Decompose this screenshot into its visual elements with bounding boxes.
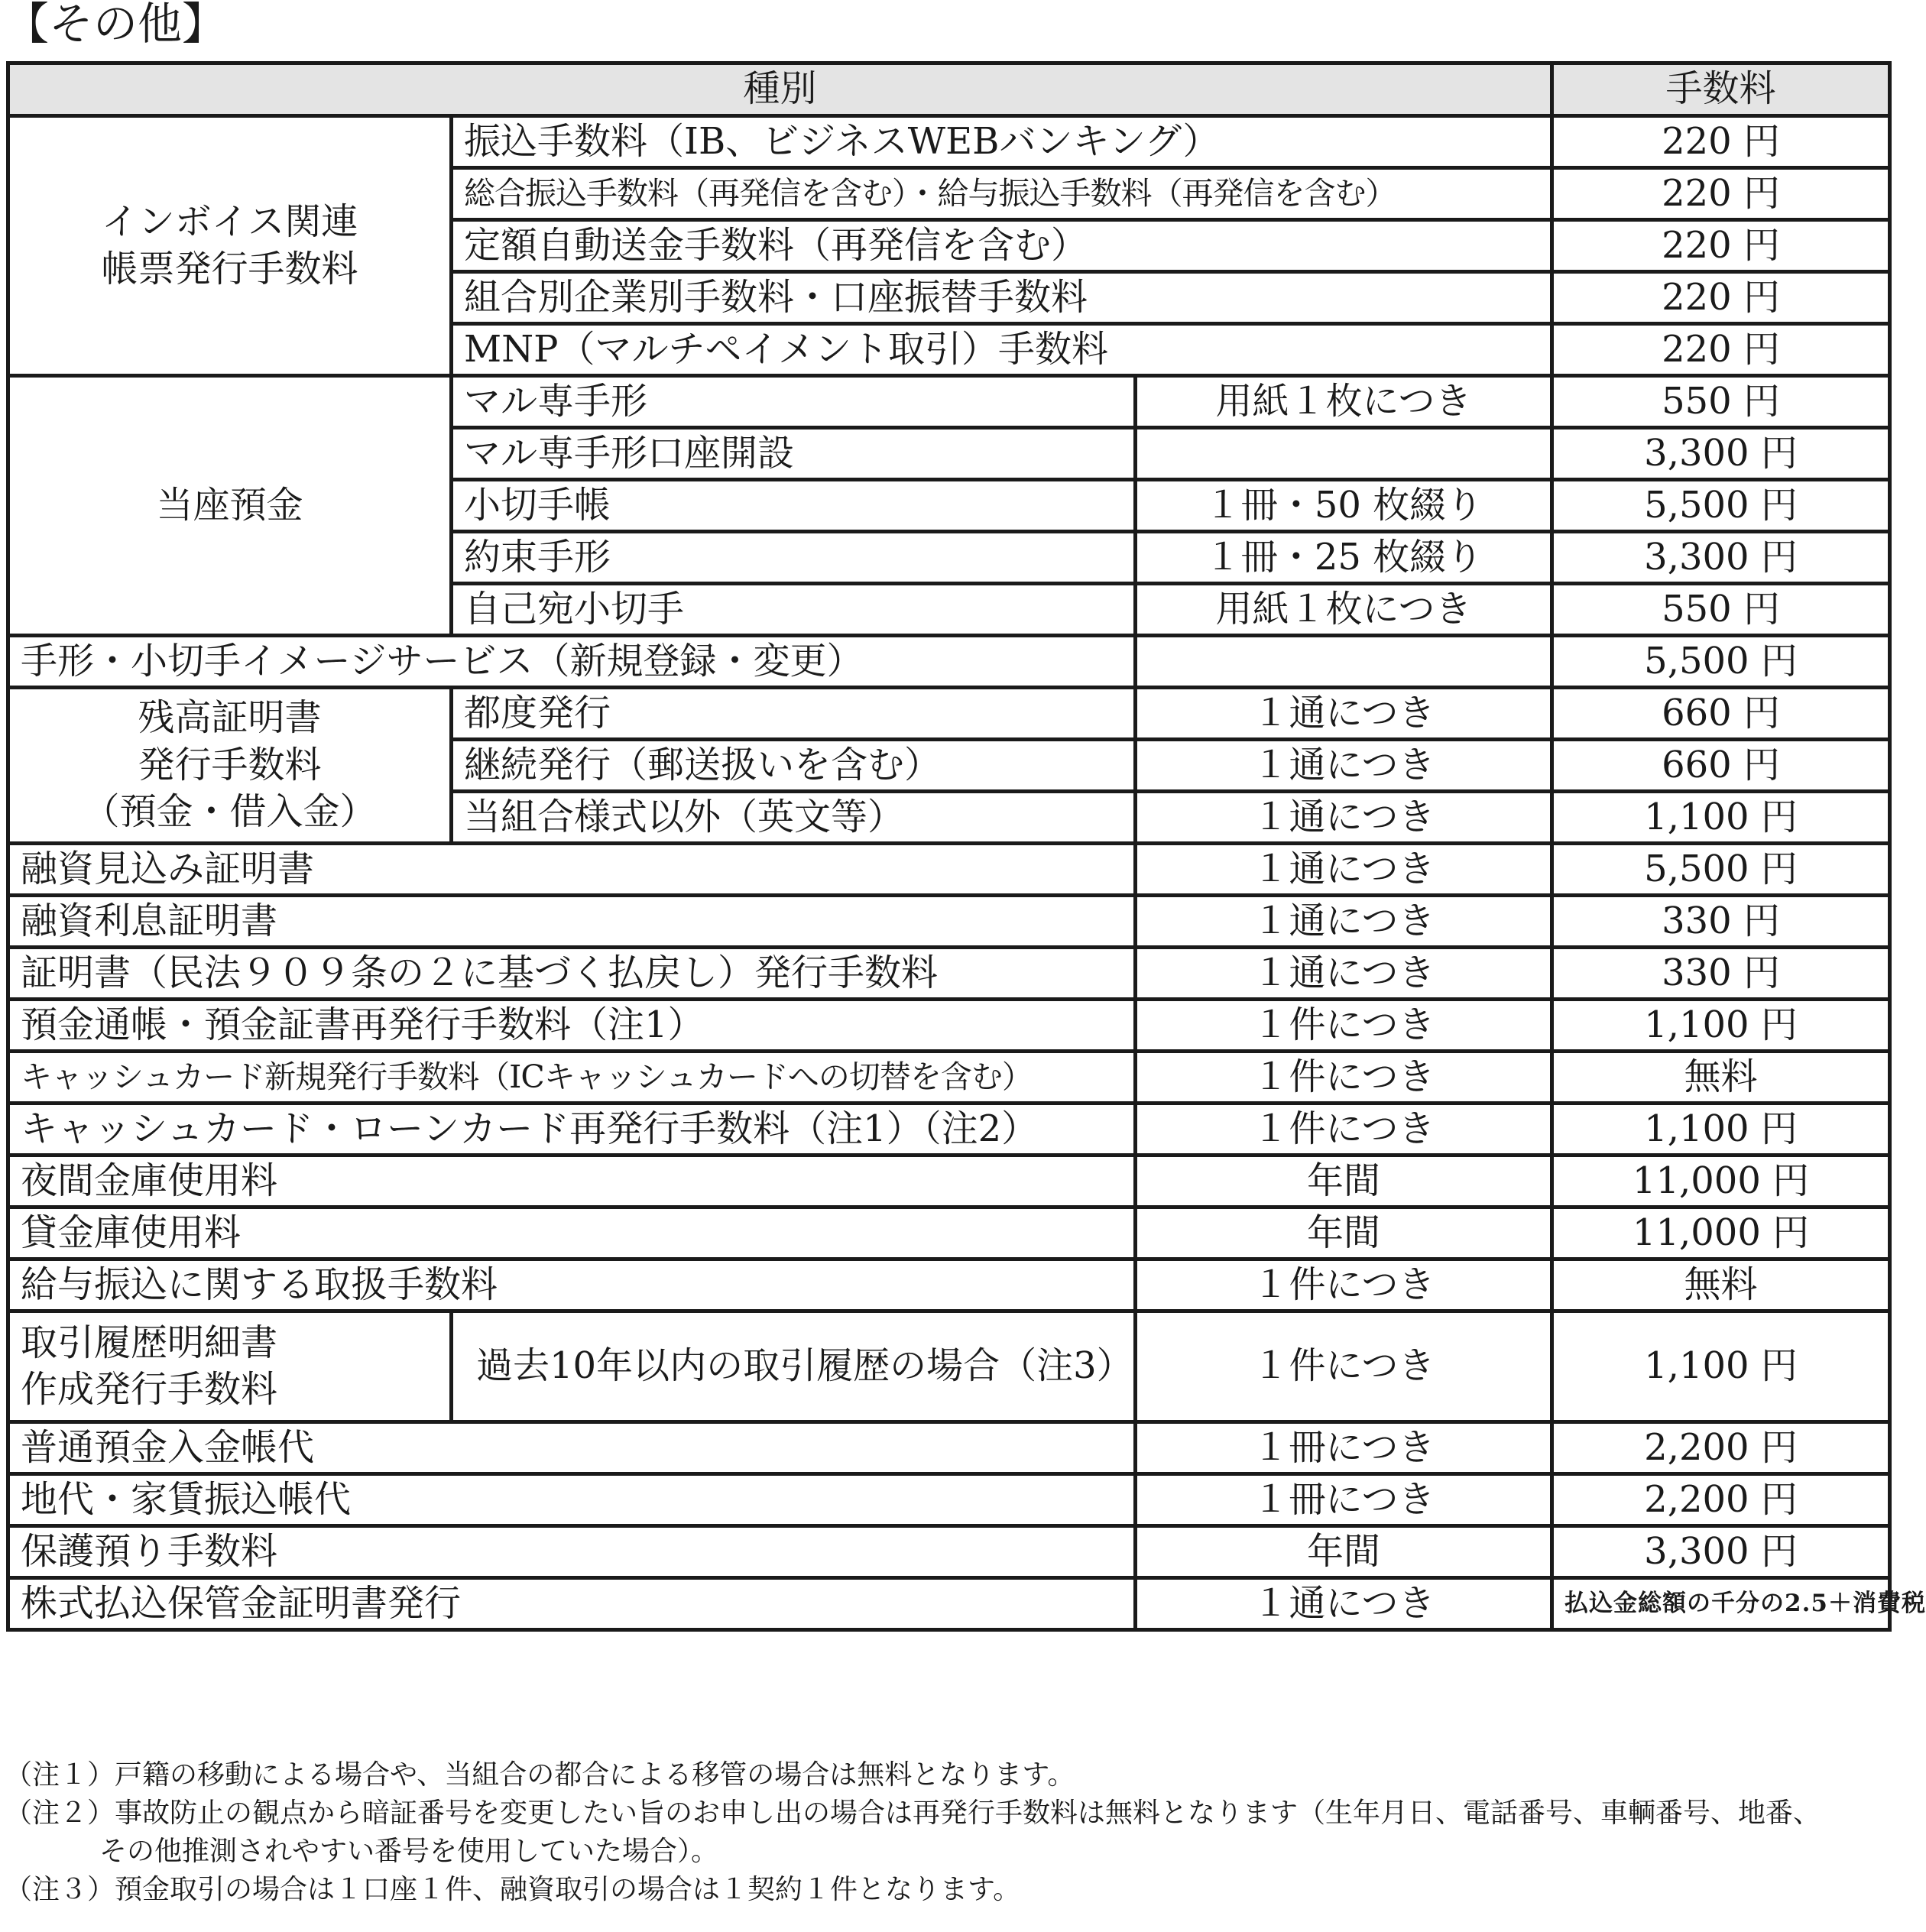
row-fee: 330 円 (1552, 948, 1890, 1000)
row-fee: 1,100 円 (1552, 792, 1890, 844)
row-item: 証明書（民法９０９条の２に基づく払戻し）発行手数料 (8, 948, 1136, 1000)
table-row (8, 688, 1890, 740)
row-item: 給与振込に関する取扱手数料 (8, 1259, 1136, 1311)
row-item: マル専手形口座開設 (452, 428, 1136, 480)
row-item: 融資見込み証明書 (8, 844, 1136, 896)
row-item: 振込手数料（IB、ビジネスWEBバンキング） (452, 116, 1552, 168)
row-item: キャッシュカード・ローンカード再発行手数料（注1）（注2） (8, 1104, 1136, 1156)
row-unit: １冊につき (1136, 1474, 1552, 1526)
row-fee: 550 円 (1552, 584, 1890, 636)
invoice-group-label: インボイス関連 帳票発行手数料 (8, 116, 452, 376)
row-unit: １件につき (1136, 1311, 1552, 1422)
row-unit: １通につき (1136, 740, 1552, 792)
table-row (8, 1052, 1890, 1104)
table-row (8, 1311, 1890, 1422)
table-row (8, 376, 1890, 428)
table-row (8, 1259, 1890, 1311)
row-unit: １件につき (1136, 1000, 1552, 1052)
table-row (8, 1000, 1890, 1052)
table-row (8, 636, 1890, 688)
row-unit: １通につき (1136, 792, 1552, 844)
row-fee: 550 円 (1552, 376, 1890, 428)
row-item: マル専手形 (452, 376, 1136, 428)
row-fee: 1,100 円 (1552, 1311, 1890, 1422)
row-unit: １通につき (1136, 948, 1552, 1000)
row-fee: 11,000 円 (1552, 1156, 1890, 1208)
row-item: 定額自動送金手数料（再発信を含む） (452, 220, 1552, 272)
table-header-row (8, 63, 1890, 116)
history-group-label: 取引履歴明細書 作成発行手数料 (8, 1311, 452, 1422)
row-unit: 年間 (1136, 1208, 1552, 1259)
table-row (8, 1422, 1890, 1474)
row-unit: 用紙１枚につき (1136, 584, 1552, 636)
row-unit: 年間 (1136, 1156, 1552, 1208)
row-unit: １冊につき (1136, 1422, 1552, 1474)
row-fee: 11,000 円 (1552, 1208, 1890, 1259)
table-row (8, 844, 1890, 896)
row-item: 貸金庫使用料 (8, 1208, 1136, 1259)
row-unit: 年間 (1136, 1526, 1552, 1578)
row-item: キャッシュカード新規発行手数料（ICキャッシュカードへの切替を含む） (8, 1052, 1136, 1104)
page-title: 【その他】 (5, 0, 227, 50)
row-item: 自己宛小切手 (452, 584, 1136, 636)
footnote-2-continued: その他推測されやすい番号を使用していた場合）。 (99, 1836, 719, 1867)
table-row (8, 1526, 1890, 1578)
row-unit: １冊・50 枚綴り (1136, 480, 1552, 532)
table-row (8, 896, 1890, 948)
row-fee: 5,500 円 (1552, 636, 1890, 688)
row-item: 保護預り手数料 (8, 1526, 1136, 1578)
header-type: 種別 (8, 63, 1552, 116)
row-unit: １通につき (1136, 688, 1552, 740)
row-unit (1136, 636, 1552, 688)
row-fee: 2,200 円 (1552, 1474, 1890, 1526)
table-row (8, 116, 1890, 168)
current-account-group-label: 当座預金 (8, 376, 452, 636)
row-unit: １件につき (1136, 1052, 1552, 1104)
row-fee: 3,300 円 (1552, 1526, 1890, 1578)
row-fee: 5,500 円 (1552, 844, 1890, 896)
row-fee: 220 円 (1552, 324, 1890, 376)
table-row (8, 1156, 1890, 1208)
table-row (8, 948, 1890, 1000)
row-fee: 1,100 円 (1552, 1104, 1890, 1156)
row-item: 株式払込保管金証明書発行 (8, 1578, 1136, 1630)
row-item: 地代・家賃振込帳代 (8, 1474, 1136, 1526)
row-item: 約束手形 (452, 532, 1136, 584)
table-row (8, 1208, 1890, 1259)
row-unit: １通につき (1136, 1578, 1552, 1630)
row-unit: １件につき (1136, 1104, 1552, 1156)
row-fee: 330 円 (1552, 896, 1890, 948)
table-row (8, 1474, 1890, 1526)
row-item: 当組合様式以外（英文等） (452, 792, 1136, 844)
row-fee: 3,300 円 (1552, 428, 1890, 480)
row-unit: １冊・25 枚綴り (1136, 532, 1552, 584)
footnote-2: （注２）事故防止の観点から暗証番号を変更したい旨のお申し出の場合は再発行手数料は無料となります（生年月日、電話番号、車輌番号、地番、 (5, 1797, 1821, 1829)
row-item: 預金通帳・預金証書再発行手数料（注1） (8, 1000, 1136, 1052)
row-item: 夜間金庫使用料 (8, 1156, 1136, 1208)
row-item: 組合別企業別手数料・口座振替手数料 (452, 272, 1552, 324)
row-fee: 2,200 円 (1552, 1422, 1890, 1474)
footnote-3: （注３）預金取引の場合は１口座１件、融資取引の場合は１契約１件となります。 (5, 1874, 1021, 1905)
row-item: 融資利息証明書 (8, 896, 1136, 948)
row-item: 継続発行（郵送扱いを含む） (452, 740, 1136, 792)
row-fee: 660 円 (1552, 740, 1890, 792)
row-unit (1136, 428, 1552, 480)
row-fee: 3,300 円 (1552, 532, 1890, 584)
row-unit: 用紙１枚につき (1136, 376, 1552, 428)
row-fee: 無料 (1552, 1259, 1890, 1311)
row-item: MNP（マルチペイメント取引）手数料 (452, 324, 1552, 376)
row-fee: 1,100 円 (1552, 1000, 1890, 1052)
row-unit: １通につき (1136, 896, 1552, 948)
fee-table (6, 61, 1926, 1632)
row-fee: 220 円 (1552, 116, 1890, 168)
footnotes (5, 1756, 1892, 1909)
header-fee: 手数料 (1552, 63, 1890, 116)
table-row (8, 1104, 1890, 1156)
row-item: 小切手帳 (452, 480, 1136, 532)
row-item: 過去10年以内の取引履歴の場合（注3） (452, 1311, 1136, 1422)
row-fee: 660 円 (1552, 688, 1890, 740)
row-fee: 220 円 (1552, 220, 1890, 272)
row-fee: 無料 (1552, 1052, 1890, 1104)
footnote-1: （注１）戸籍の移動による場合や、当組合の都合による移管の場合は無料となります。 (5, 1759, 1075, 1791)
row-fee: 払込金総額の千分の2.5＋消費税 (1552, 1578, 1890, 1630)
row-item: 普通預金入金帳代 (8, 1422, 1136, 1474)
row-unit: １件につき (1136, 1259, 1552, 1311)
row-item: 総合振込手数料（再発信を含む）・給与振込手数料（再発信を含む） (452, 168, 1552, 220)
row-unit: １通につき (1136, 844, 1552, 896)
row-fee: 5,500 円 (1552, 480, 1890, 532)
row-item: 都度発行 (452, 688, 1136, 740)
row-fee: 220 円 (1552, 168, 1890, 220)
table-row (8, 1578, 1890, 1630)
row-item: 手形・小切手イメージサービス（新規登録・変更） (8, 636, 1136, 688)
row-fee: 220 円 (1552, 272, 1890, 324)
balance-group-label: 残高証明書 発行手数料 （預金・借入金） (8, 688, 452, 844)
